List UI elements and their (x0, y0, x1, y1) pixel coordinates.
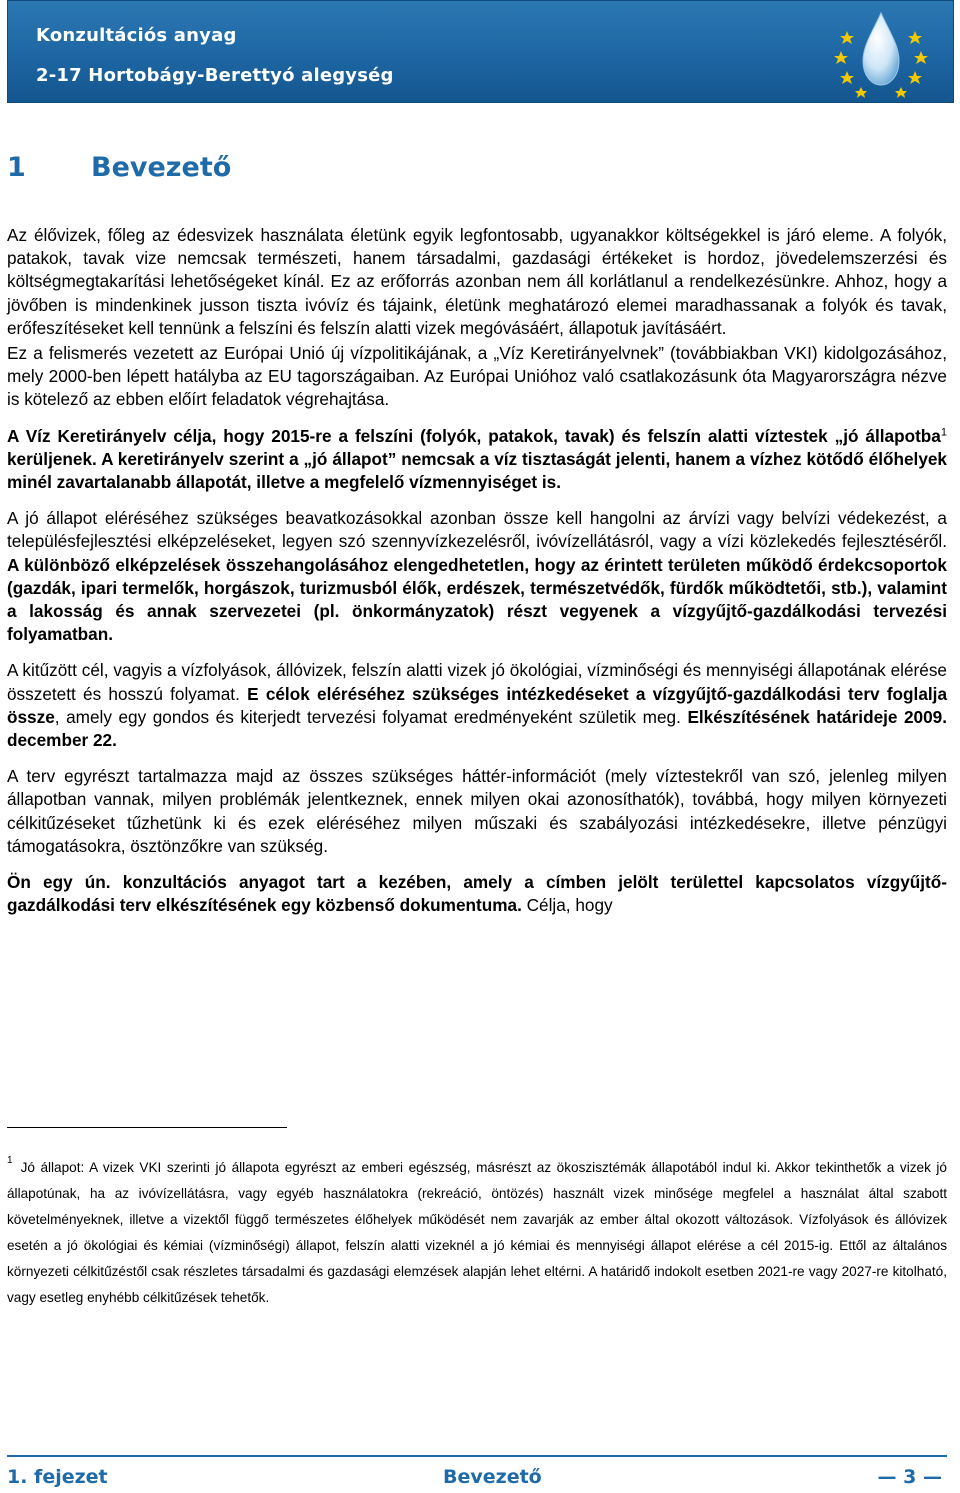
paragraph-5 (7, 659, 947, 752)
paragraph-5-part-d: Elkészítésének határideje 2009. december 22. (7, 706, 948, 751)
paragraph-5-part-c: , amely egy gondos és kiterjedt tervezési folyamat eredményeként születik meg. (54, 706, 688, 727)
header-subtitle: 2-17 Hortobágy-Berettyó alegység (36, 65, 394, 86)
paragraph-7 (7, 871, 947, 917)
footnote (7, 1155, 947, 1311)
paragraph-1-part-a: Az élővizek, főleg az édesvizek használata életünk egyik legfontosabb, ugyanakkor költségekkel is járó eleme. A folyók, patakok, tavak vize nemcsak természeti, hanem társadalmi, gazdasági értékeket is hordoz, jövedelemszerzési és költségmegtakarítási lehetőségeket kínál. Ez az erőforrás azonban nem áll korlátlanul a rendelkezésünkre. (7, 225, 947, 292)
paragraph-1-part-b: Ahhoz, hogy a jövőben is mindenkinek jusson tiszta ivóvíz és tájaink, életünk meghatározó elemei maradhassanak a folyók és tavak, erőfeszítéseket kell tennünk a felszíni és felszín alatti vizek megóvásáért, állapotuk javításáért. (7, 271, 948, 338)
paragraph-5-part-a: A kitűzött cél, vagyis a vízfolyások, állóvizek, felszín alatti vizek jó ökológiai, vízminőségi és mennyiségi állapotának elérése összetett és hosszú folyamat. (7, 660, 947, 704)
header-banner (7, 0, 954, 103)
footnote-ref[interactable]: 1 (940, 425, 947, 438)
paragraph-4 (7, 507, 947, 646)
page-number: — 3 — (877, 1466, 942, 1488)
header-title: Konzultációs anyag (36, 25, 237, 46)
footnote-text: Jó állapot: A vizek VKI szerinti jó állapota egyrészt az emberi egészség, másrészt az ökoszisztémák állapotából indul ki. Akkor tekinthetők a vizek jó állapotúnak, ha az ivóvízellátásra, vagy egyéb használatokra (rekreáció, öntözés) használt vizek minősége megfelel a használat által szabott követelményeknek, illetve a vizektől függő természetes élőhelyek működését nem zavarják az ember által okozott változások. Vízfolyások és állóvizek esetén a jó ökológiai és kémiai (vízminőségi) állapot, felszín alatti vizeknél a jó kémiai és mennyiségi állapot elérése a cél 2015-ig. Ettől az általános környezeti célkitűzéstől csak részletes társadalmi és gazdasági elemzések alapján lehet eltérni. A határidő indokolt esetben 2021-re vagy 2027-re kitolható, vagy esetleg enyhébb célkitűzések tehetők. (7, 1160, 947, 1305)
paragraph-4-part-a: A jó állapot eléréséhez szükséges beavatkozásokkal azonban össze kell hangolni az árvízi vagy belvízi védekezést, a településfejlesztési elképzeléseket, legyen szó szennyvízkezelésről, ivóvízellátásról, vagy a vízi közlekedés fejlesztéséről. (7, 508, 947, 552)
paragraph-6: A terv egyrészt tartalmazza majd az összes szükséges háttér-információt (mely víztestekről van szó, jelenleg milyen állapotban vannak, milyen problémák jelentkeznek, ennek milyen okai azonosíthatók), továbbá, hogy milyen környezeti célkitűzéseket tűzhetünk ki és ezek eléréséhez milyen műszaki és szabályozási intézkedésekre, illetve pénzügyi támogatásokra, ösztönzőkre van szükség. (7, 766, 947, 856)
paragraph-4-part-b: A különböző elképzelések összehangolásához elengedhetetlen, hogy az érintett területen működő érdekcsoportok (gazdák, ipari termelők, horgászok, turizmusból élők, erdészek, természetvédők, fürdők működtetői, stb.), valamint a lakosság és annak szervezetei (pl. önkormányzatok) részt vegyenek a vízgyűjtő-gazdálkodási tervezési folyamatban. (7, 554, 947, 645)
paragraph-3-part-a: A Víz Keretirányelv célja, hogy 2015-re a felszíni (folyók, patakok, tavak) és felszín alatti víztestek „jó állapotba (7, 425, 941, 446)
chapter-title: Bevezető (91, 152, 232, 183)
chapter-number: 1 (7, 152, 26, 183)
eu-water-drop-stars-icon (827, 5, 935, 99)
footer-rule (7, 1455, 947, 1457)
body-text (7, 224, 947, 930)
footnote-separator (7, 1127, 287, 1128)
paragraph-5-part-b: E célok eléréséhez szükséges intézkedéseket a vízgyűjtő-gazdálkodási terv foglalja össze (7, 683, 947, 727)
footer-section: Bevezető (443, 1466, 542, 1488)
footnote-number: 1 (7, 1155, 13, 1166)
paragraph-7-part-a: Ön egy ún. konzultációs anyagot tart a kezében, amely a címben jelölt területtel kapcsolatos vízgyűjtő-gazdálkodási terv elkészítésének egy közbenső dokumentuma. (7, 872, 947, 916)
paragraph-7-part-b: Célja, hogy (521, 895, 613, 916)
paragraph-1 (7, 224, 947, 340)
paragraph-3 (7, 425, 947, 495)
chapter-heading (7, 152, 231, 183)
paragraph-3-part-b: kerüljenek. A keretirányelv szerint a „jó állapot” nemcsak a víz tisztaságát jelenti, hanem a vízhez kötődő élőhelyek minél zavartalanabb állapotát, illetve a megfelelő vízmennyiséget is. (7, 448, 947, 493)
footer-chapter: 1. fejezet (7, 1466, 108, 1488)
paragraph-2: Ez a felismerés vezetett az Európai Unió új vízpolitikájának, a „Víz Keretirányelvnek” (továbbiakban VKI) kidolgozásához, mely 2000-ben lépett hatályba az EU tagországaiban. Az Európai Unióhoz való csatlakozásunk óta Magyarországra nézve is kötelező az ebben előírt feladatok végrehajtása. (7, 343, 947, 410)
